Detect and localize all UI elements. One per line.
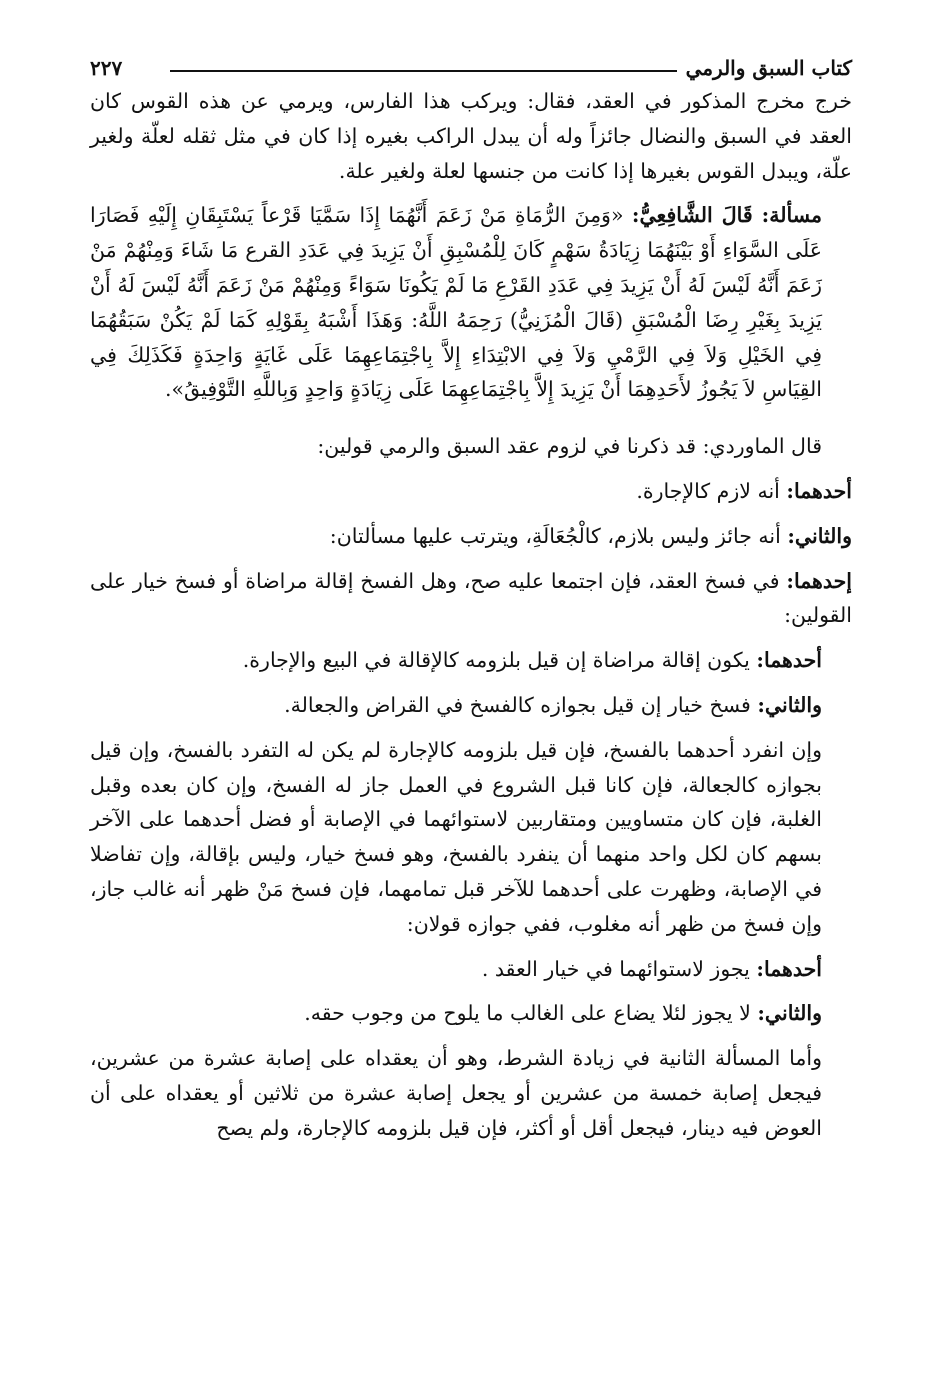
page [90, 50, 852, 1146]
label: أحدهما: [786, 478, 852, 503]
label: أحدهما: [756, 648, 822, 673]
page-number: ٢٢٧ [90, 56, 123, 80]
masala-label: مسألة: قَالَ الشَّافِعِيُّ: [631, 203, 822, 228]
paragraph-first-opinion [90, 474, 852, 509]
paragraph-first-issue [90, 564, 852, 634]
text: لا يجوز لئلا يضاع على الغالب ما يلوح من وجوب حقه. [304, 1001, 751, 1026]
text: في فسخ العقد، فإن اجتمعا عليه صح، وهل الفسخ إقالة مراضاة أو فسخ خيار على القولين: [90, 568, 852, 628]
label: والثاني: [787, 523, 852, 548]
book-title: كتاب السبق والرمي [685, 56, 852, 80]
paragraph-second-view [90, 996, 852, 1031]
masala-text: «وَمِنَ الرُّمَاةِ مَنْ زَعَمَ أَنَّهُمَا إِذَا سَمَّيَا قَرْعاً يَسْتَبِقَانِ إِلَيْهِ فَصَارَا عَلَى السَّوَاءِ أَوْ بَيْنَهُمَا زِيَادَةُ سَهْمٍ كَانَ لِلْمُسْبِقِ أَنْ يَزِيدَ فِي عَدَدِ القرع مَا شَاءَ وَمِنْهُمْ مَنْ زَعَمَ أَنَّهُ لَيْسَ لَهُ أَنْ يَزِيدَ فِي عَدَدِ القَرْعِ مَا لَمْ يَكُونَا سَوَاءً وَمِنْهُمْ مَنْ زَعَمَ أَنَّهُ لَيْسَ لَهُ أَنْ يَزِيدَ بِغَيْرِ رِضَا الْمُسْبَقِ (قَالَ الْمُزَنِيُّ) رَحِمَهُ اللَّهُ: وَهَذَا أَشْبَهُ بِقَوْلِهِ كَمَا لَمْ يَكُنْ سَبَقُهُمَا فِي الخَيْلِ وَلاَ فِي الرَّمْيِ وَلاَ فِي الابْتِدَاءِ إِلاَّ بِاجْتِمَاعِهِمَا عَلَى غَايَةٍ وَاحِدَةٍ فَكَذَلِكَ فِي القِيَاسِ لاَ يَجُوزُ لأَحَدِهِمَا أَنْ يَزِيدَ إِلاَّ بِاجْتِمَاعِهِمَا عَلَى زِيَادَةٍ وَاحِدٍ وَبِاللَّهِ التَّوْفِيقُ». [90, 203, 822, 402]
paragraph-1: خرج مخرج المذكور في العقد، فقال: ويركب هذا الفارس، ويرمي عن هذه القوس كان العقد في السبق والنضال جائزاً وله أن يبدل الراكب بغيره إذا كان في مثل ثقله لعلّة ولغير علّة، ويبدل القوس بغيرها إذا كانت من جنسها لعلة ولغير علة. [90, 89, 852, 183]
label: والثاني: [757, 1001, 822, 1026]
label: أحدهما: [756, 956, 822, 981]
paragraph-second-issue: وأما المسألة الثانية في زيادة الشرط، وهو أن يعقداه على إصابة عشرة من عشرين، فيجعل إصابة خمسة من عشرين أو يجعل إصابة عشرة من ثلاثين أو يعقداه على أن العوض فيه دينار، فيجعل أقل أو أكثر، فإن قيل بلزومه كالإجارة، ولم يصح [90, 1046, 822, 1140]
label: إحدهما: [786, 568, 852, 593]
text: يكون إقالة مراضاة إن قيل بلزومه كالإقالة في البيع والإجارة. [242, 648, 750, 673]
text: فسخ خيار إن قيل بجوازه كالفسخ في القراض والجعالة. [284, 692, 751, 717]
masala-paragraph [90, 198, 852, 407]
paragraph-second-of-two [90, 688, 852, 723]
label: والثاني: [757, 692, 822, 717]
text: أنه لازم كالإجارة. [636, 478, 780, 503]
paragraph-second-opinion [90, 519, 852, 554]
text: أنه جائز وليس بلازم، كالْجُعَالَةِ، ويترتب عليها مسألتان: [329, 523, 781, 548]
paragraph-first-of-two [90, 643, 852, 678]
paragraph-first-view [90, 952, 852, 987]
paragraph-mawardi: قال الماوردي: قد ذكرنا في لزوم عقد السبق والرمي قولين: [317, 434, 822, 459]
running-header [90, 50, 852, 84]
text: يجوز لاستوائهما في خيار العقد . [481, 956, 750, 981]
body-text [90, 84, 852, 1146]
paragraph-unilateral-rescission: وإن انفرد أحدهما بالفسخ، فإن قيل بلزومه كالإجارة لم يكن له التفرد بالفسخ، وإن قيل بجوازه كالجعالة، فإن كانا قبل الشروع في العمل جاز له الفسخ، وإن كان بعده وقبل الغلبة، فإن كان متساويين ومتقاربين لاستوائهما في الإصابة أو فضل أحدهما على الآخر بسهم كان لكل واحد منهما أن ينفرد بالفسخ، وهو فسخ خيار، وليس بإقالة، وإن تفاضلا في الإصابة، وظهرت على أحدهما للآخر قبل تمامهما، فإن فسخ مَنْ ظهر أنه غالب جاز، وإن فسخ من ظهر أنه مغلوب، ففي جوازه قولان: [90, 737, 822, 936]
header-rule [170, 70, 677, 72]
